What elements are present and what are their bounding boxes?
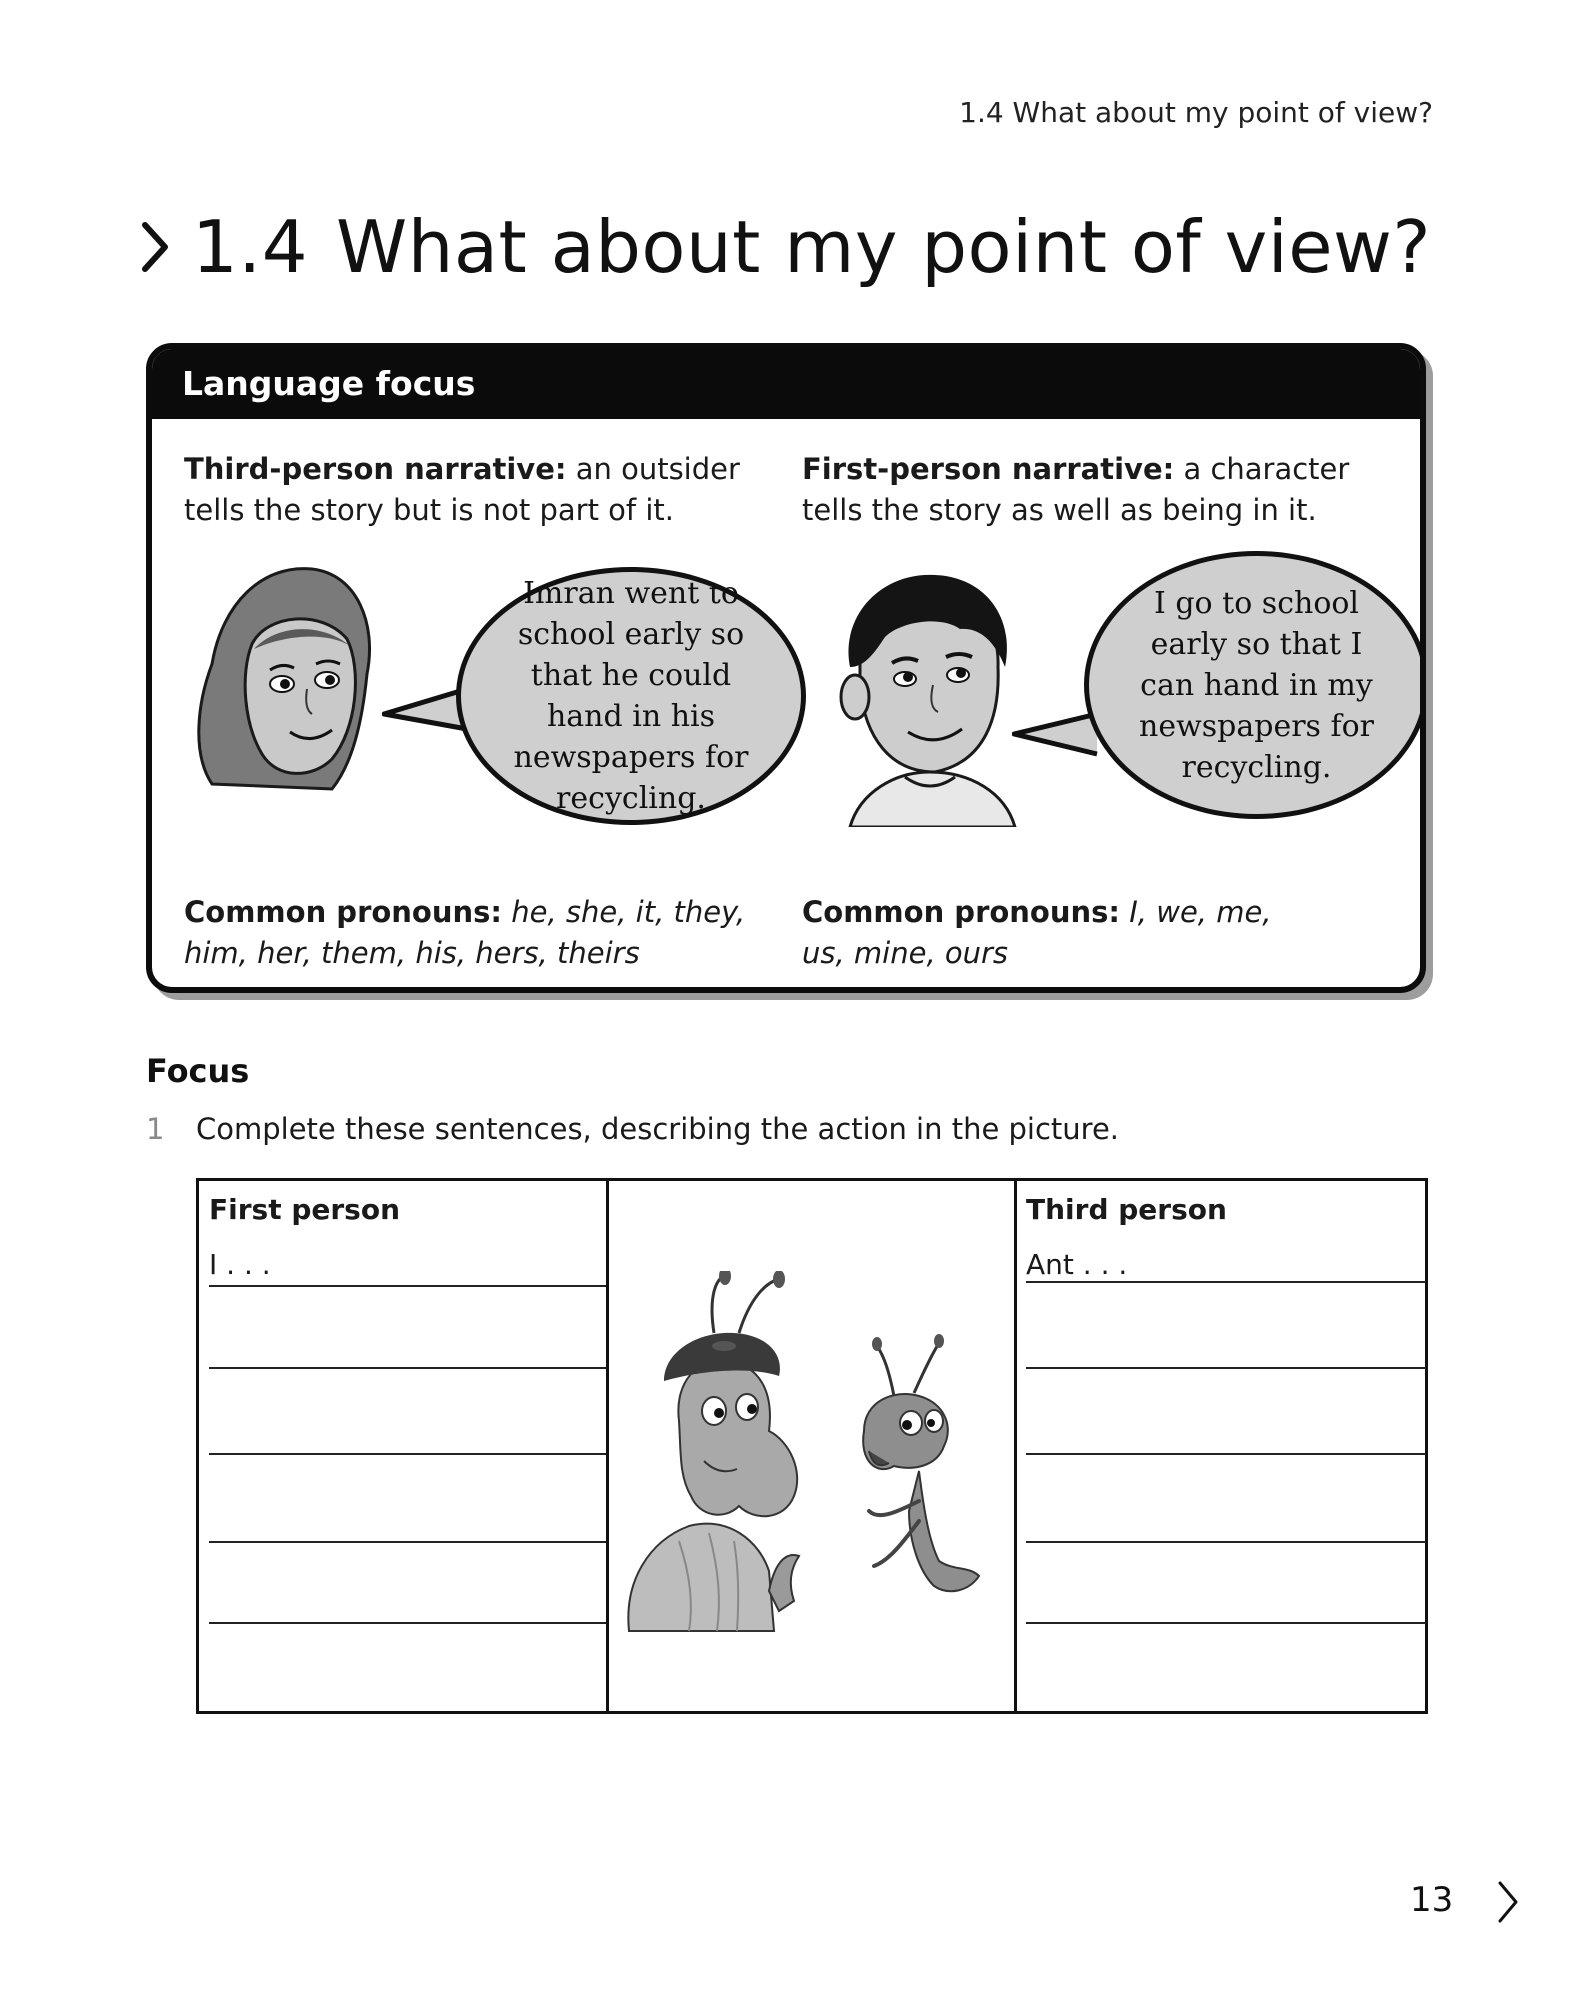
first-person-sentence-starter: I . . . — [209, 1248, 271, 1281]
writing-line[interactable] — [1026, 1453, 1426, 1455]
third-person-pronouns-list: he, she, it, they, him, her, them, his, hers, theirs — [184, 895, 746, 970]
focus-heading: Focus — [146, 1052, 250, 1090]
exercise-table — [196, 1178, 1428, 1714]
writing-line[interactable] — [209, 1453, 606, 1455]
writing-line[interactable] — [1026, 1622, 1426, 1624]
first-person-term: First-person narrative: — [802, 452, 1175, 486]
writing-line[interactable] — [209, 1541, 606, 1543]
first-person-pronouns-label: Common pronouns: — [802, 895, 1121, 929]
third-person-sentence-starter: Ant . . . — [1026, 1248, 1128, 1281]
page-title-row — [140, 205, 1431, 289]
question-text: Complete these sentences, describing the action in the picture. — [196, 1112, 1120, 1146]
boy-illustration — [810, 567, 1040, 827]
third-person-speech-bubble — [456, 567, 806, 825]
first-person-column-title: First person — [209, 1193, 401, 1226]
grasshopper-and-ant-illustration — [619, 1271, 1009, 1651]
first-person-speech: I go to school early so that I can hand in my newspapers for recycling. — [1139, 585, 1374, 785]
page-number: 13 — [1410, 1880, 1454, 1920]
chevron-right-icon — [140, 221, 170, 273]
writing-line[interactable] — [209, 1367, 606, 1369]
first-person-speech-bubble — [1084, 551, 1426, 819]
third-person-text: an outsider tells the story but is not part of it. — [184, 452, 740, 527]
first-person-pronouns — [802, 892, 1322, 974]
writing-line[interactable] — [1026, 1541, 1426, 1543]
third-person-definition — [184, 449, 774, 531]
page-title — [192, 205, 1431, 289]
hooded-girl-illustration — [182, 554, 382, 794]
third-person-speech: Imran went to school early so that he could hand in his newspapers for recycling. — [513, 576, 749, 816]
question-number: 1 — [146, 1112, 165, 1146]
third-person-term: Third-person narrative: — [184, 452, 567, 486]
column-divider — [1014, 1181, 1017, 1711]
title-number: 1.4 — [192, 205, 309, 289]
writing-line[interactable] — [209, 1285, 606, 1287]
title-text: What about my point of view? — [336, 205, 1432, 289]
third-person-column-title: Third person — [1026, 1193, 1227, 1226]
writing-line[interactable] — [1026, 1367, 1426, 1369]
writing-line[interactable] — [209, 1622, 606, 1624]
language-focus-box — [146, 343, 1426, 993]
column-divider — [606, 1181, 609, 1711]
first-person-pronouns-list: I, we, me, us, mine, ours — [802, 895, 1272, 970]
next-page-chevron-icon — [1496, 1880, 1520, 1924]
language-focus-heading: Language focus — [152, 349, 1420, 419]
third-person-pronouns-label: Common pronouns: — [184, 895, 503, 929]
running-header: 1.4 What about my point of view? — [959, 96, 1433, 129]
first-person-definition — [802, 449, 1392, 531]
writing-line[interactable] — [1026, 1281, 1426, 1283]
third-person-pronouns — [184, 892, 774, 974]
first-person-text: a character tells the story as well as being in it. — [802, 452, 1350, 527]
